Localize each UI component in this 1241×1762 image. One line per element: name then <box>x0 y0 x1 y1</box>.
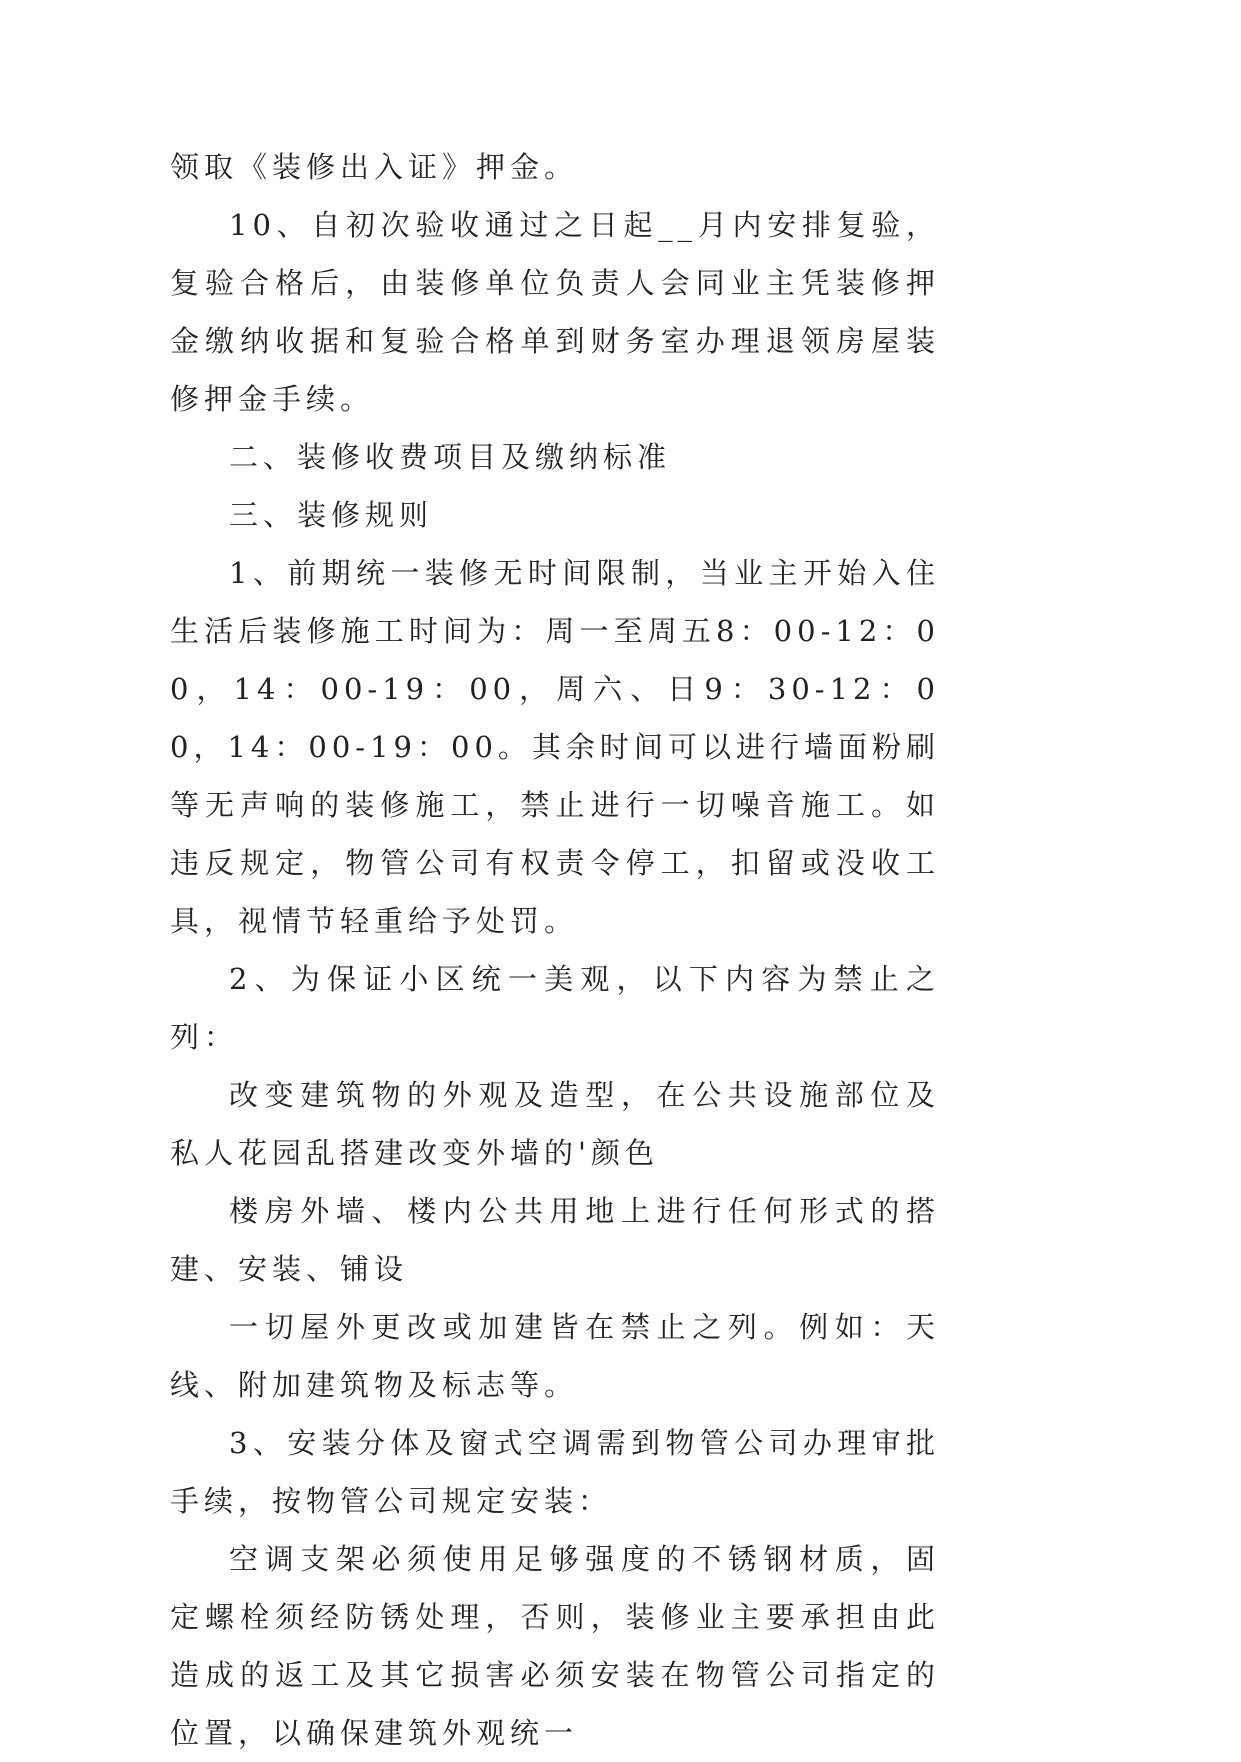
section-heading-rules: 三、装修规则 <box>229 498 434 532</box>
paragraph-prohibited-exterior: 改变建筑物的外观及造型，在公共设施部位及私人花园乱搭建改变外墙的'颜色 <box>170 1078 940 1170</box>
paragraph-rule-1-hours: 1、前期统一装修无时间限制，当业主开始入住生活后装修施工时间为：周一至周五8：00-12：00，14：00-19：00，周六、日9：30-12：00，14：00-19：00。其余时间可以进行墙面粉刷等无声响的装修施工，禁止进行一切噪音施工。如违反规定，物管公司有权责令停工，扣留或没收工具，视情节轻重给予处罚。 <box>170 556 940 938</box>
document-body <box>170 138 940 1762</box>
paragraph-ac-bracket: 空调支架必须使用足够强度的不锈钢材质，固定螺栓须经防锈处理，否则，装修业主要承担由此造成的返工及其它损害必须安装在物管公司指定的位置，以确保建筑外观统一 <box>170 1542 940 1750</box>
paragraph-deposit-certificate: 领取《装修出入证》押金。 <box>170 150 579 184</box>
paragraph-rule-3-air-conditioner: 3、安装分体及窗式空调需到物管公司办理审批手续，按物管公司规定安装： <box>170 1426 940 1518</box>
paragraph-rule-2-prohibited: 2、为保证小区统一美观，以下内容为禁止之列： <box>170 962 940 1054</box>
paragraph-item-10-reinspection: 10、自初次验收通过之日起__月内安排复验，复验合格后，由装修单位负责人会同业主凭装修押金缴纳收据和复验合格单到财务室办理退领房屋装修押金手续。 <box>170 208 940 416</box>
paragraph-prohibited-additions: 一切屋外更改或加建皆在禁止之列。例如：天线、附加建筑物及标志等。 <box>170 1310 940 1402</box>
section-heading-fees: 二、装修收费项目及缴纳标准 <box>229 440 672 474</box>
paragraph-prohibited-public-area: 楼房外墙、楼内公共用地上进行任何形式的搭建、安装、铺设 <box>170 1194 940 1286</box>
